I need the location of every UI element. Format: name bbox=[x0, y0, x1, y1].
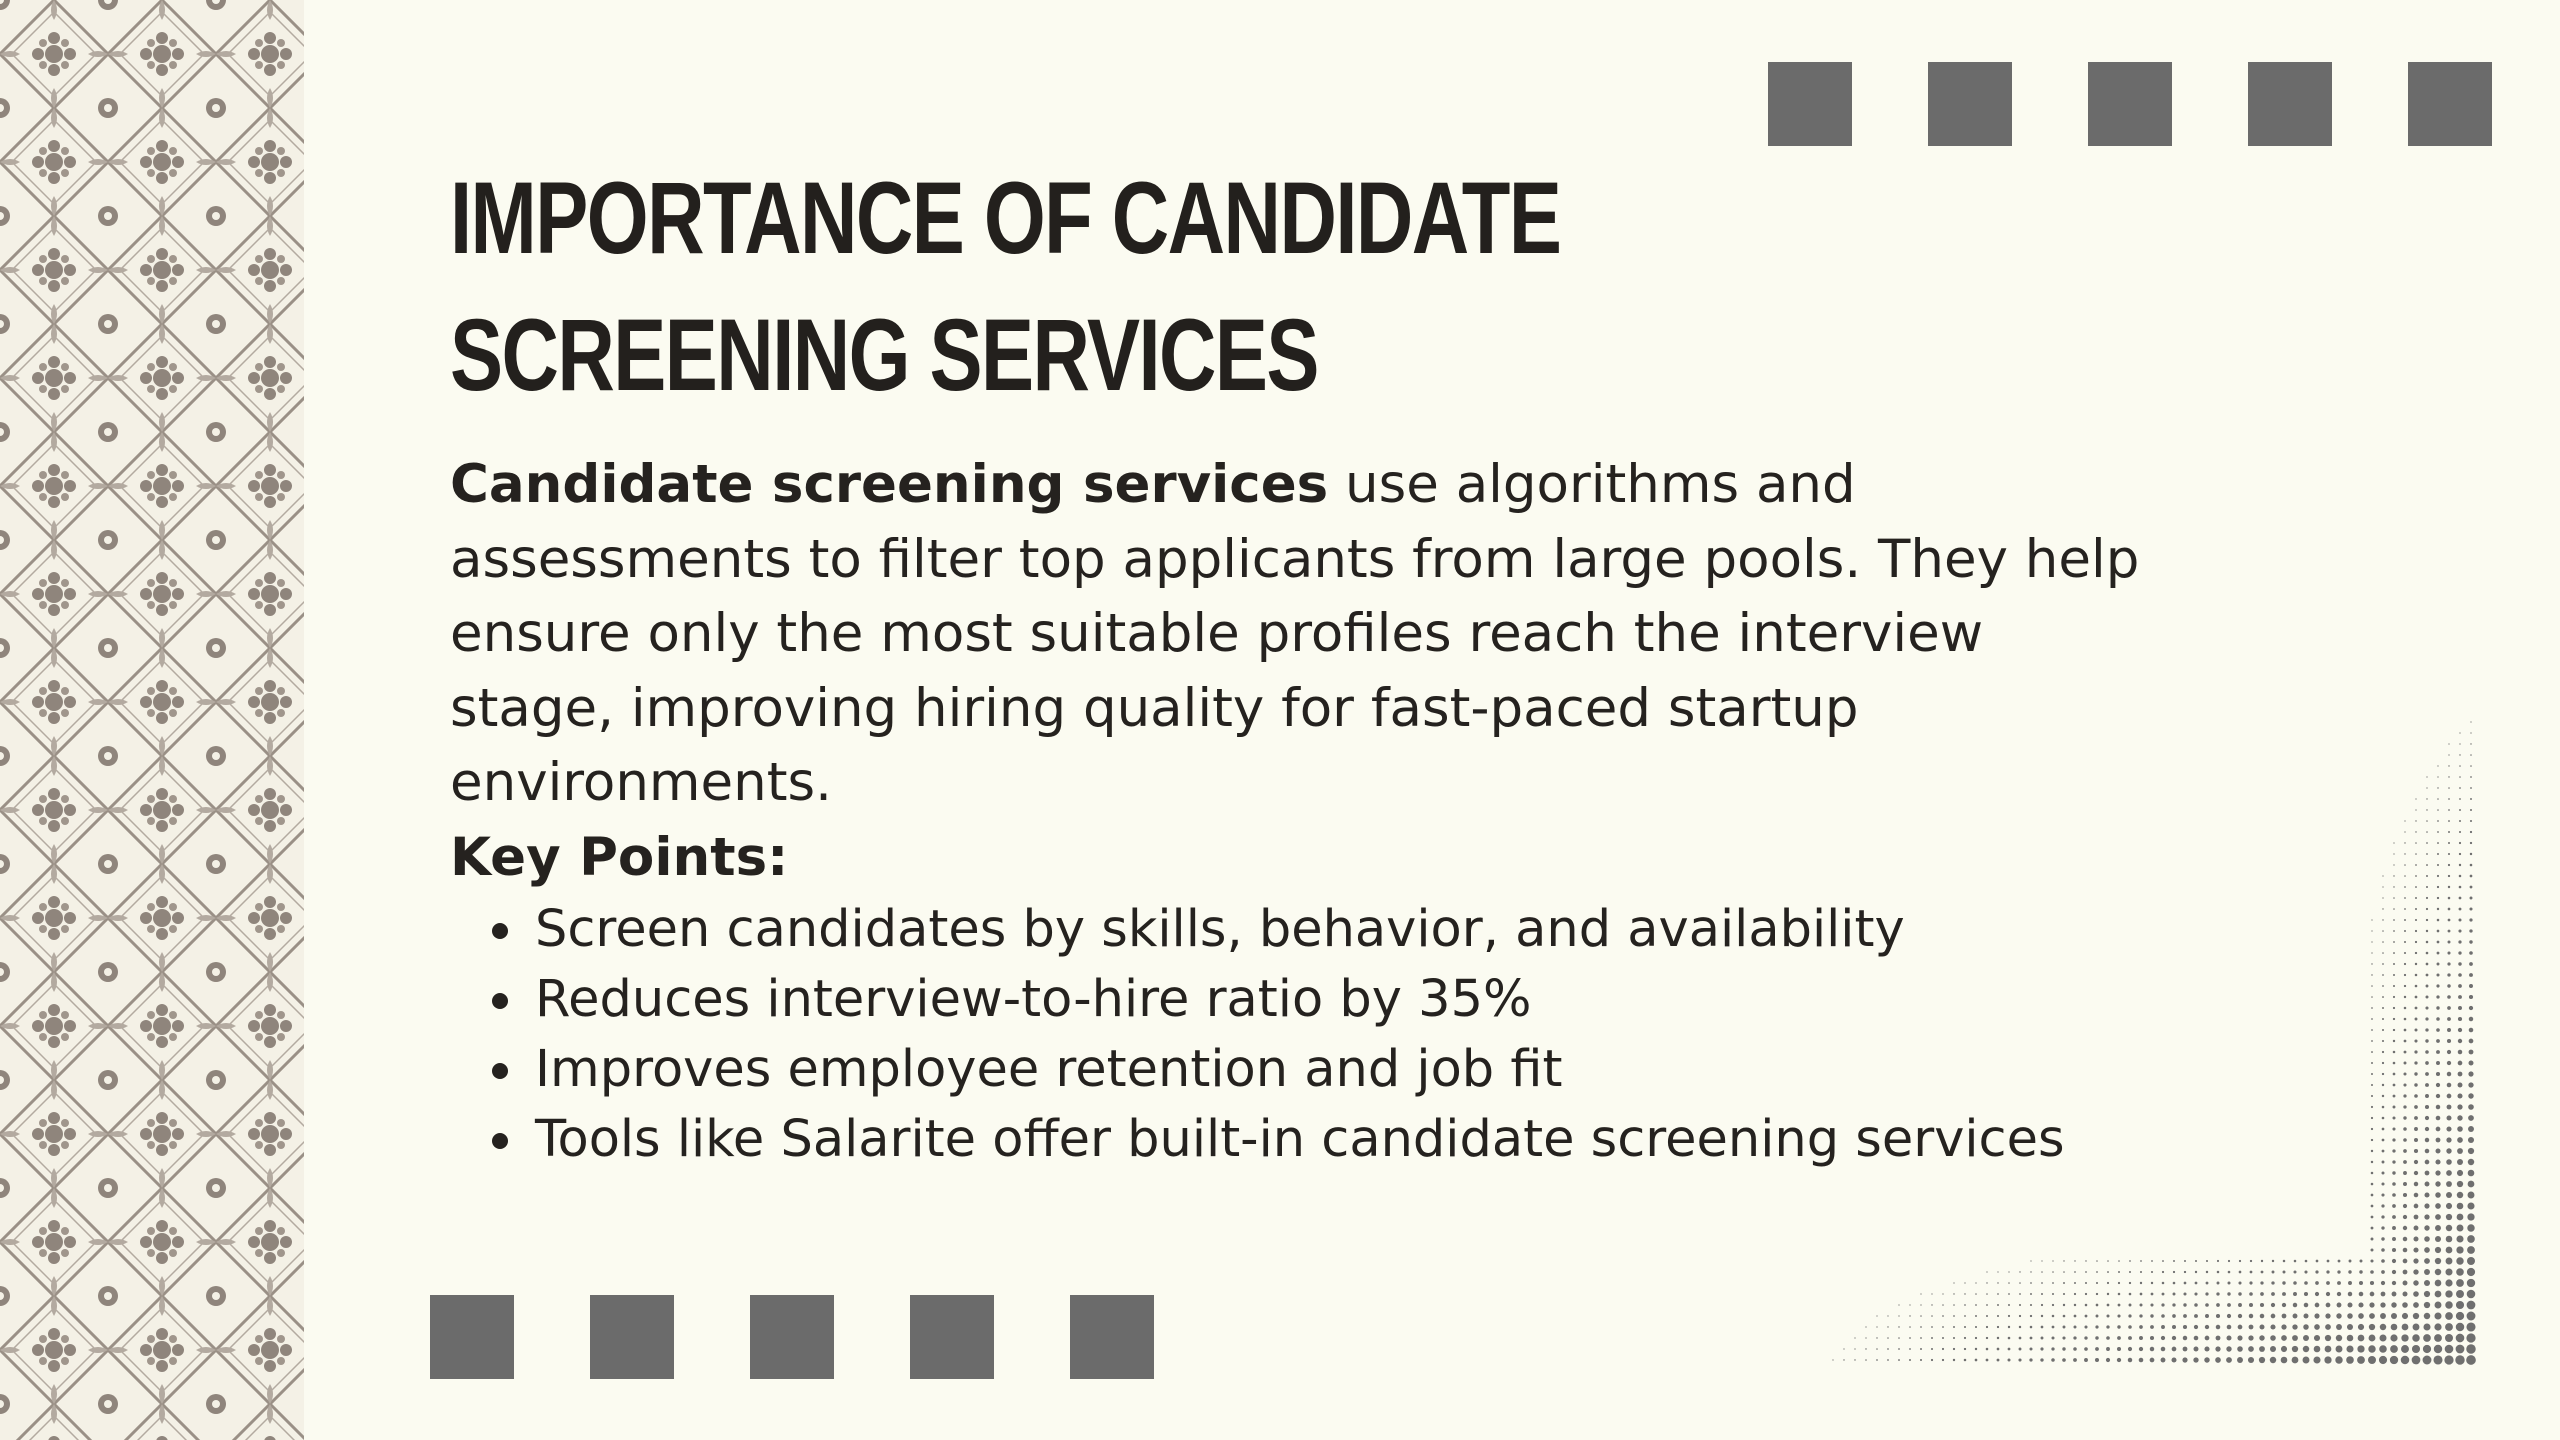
floral-pattern-icon bbox=[0, 0, 304, 1440]
decor-square bbox=[1070, 1295, 1154, 1379]
list-item-text: Reduces interview-to-hire ratio by 35% bbox=[535, 970, 1532, 1029]
bullet-icon bbox=[492, 993, 508, 1009]
list-item bbox=[535, 895, 2150, 965]
decor-square bbox=[2248, 62, 2332, 146]
decor-square bbox=[1768, 62, 1852, 146]
list-item bbox=[535, 1035, 2150, 1105]
decor-square bbox=[2408, 62, 2492, 146]
key-points-list bbox=[450, 895, 2150, 1175]
slide-title: IMPORTANCE OF CANDIDATE SCREENING SERVICES bbox=[450, 161, 1561, 412]
decor-square bbox=[590, 1295, 674, 1379]
list-item-text: Improves employee retention and job fit bbox=[535, 1040, 1563, 1099]
decor-square bbox=[750, 1295, 834, 1379]
decor-square bbox=[1928, 62, 2012, 146]
list-item bbox=[535, 1105, 2150, 1175]
list-item-text: Screen candidates by skills, behavior, and availability bbox=[535, 900, 1905, 959]
intro-bold-text: Candidate screening services bbox=[450, 454, 1329, 515]
key-points-heading: Key Points: bbox=[450, 826, 789, 888]
bullet-icon bbox=[492, 923, 508, 939]
decor-square bbox=[2088, 62, 2172, 146]
floral-pattern-strip bbox=[0, 0, 304, 1440]
bullet-icon bbox=[492, 1063, 508, 1079]
list-item-text: Tools like Salarite offer built-in candidate screening services bbox=[535, 1110, 2065, 1169]
slide-body bbox=[450, 448, 2150, 1175]
decor-square bbox=[910, 1295, 994, 1379]
decor-square bbox=[430, 1295, 514, 1379]
list-item bbox=[535, 965, 2150, 1035]
intro-paragraph bbox=[450, 448, 2150, 821]
intro-text: use algorithms and assessments to filter top applicants from large pools. They help ensure only the most suitable profiles reach the interview stage, improving hiring quality for fast-paced startup environments. bbox=[450, 454, 2140, 813]
bullet-icon bbox=[492, 1133, 508, 1149]
